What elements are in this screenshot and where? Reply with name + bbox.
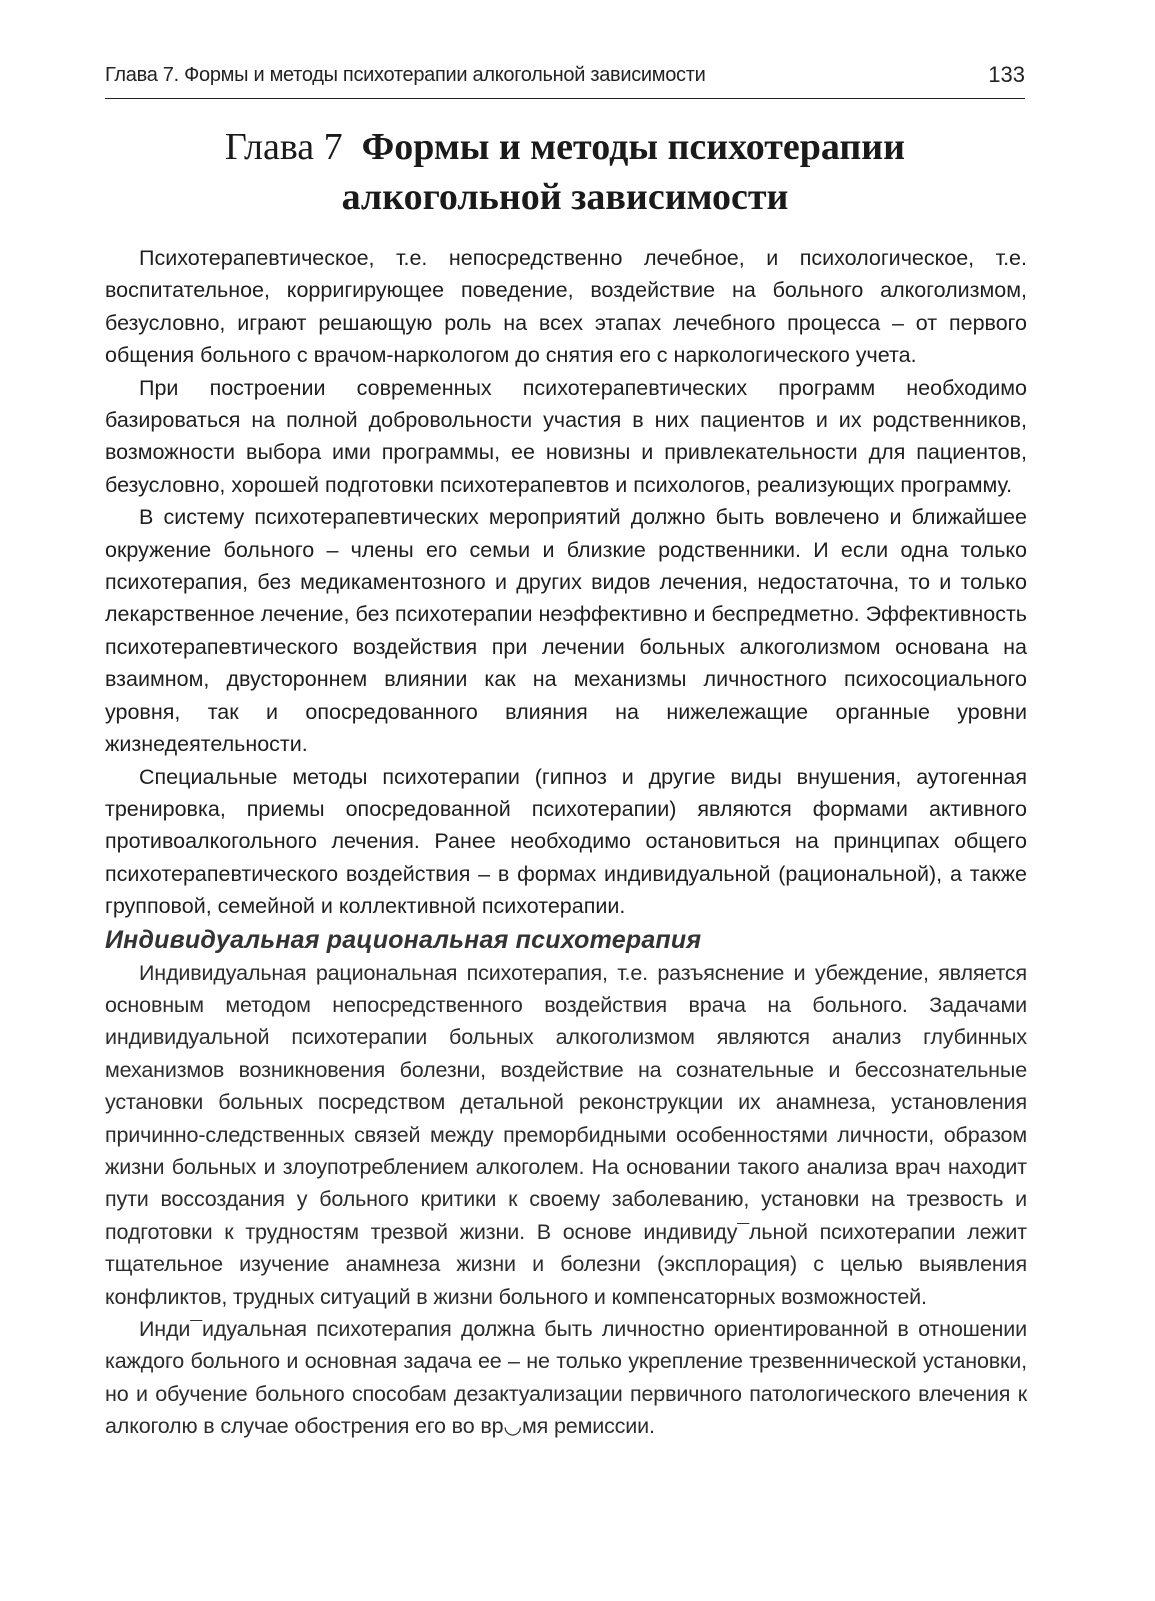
paragraph: Инди¯идуальная психотерапия должна быть личностно ориентированной в отношении каждого больного и основная задача ее – не только укрепление трезвеннической установки, но и обучение больного способам дезактуализации первичного патологического влечения к алкоголю в случае обострения его во вр◡мя ремиссии. <box>105 1317 1027 1439</box>
running-header <box>105 62 1025 99</box>
paragraph: Специальные методы психотерапии (гипноз и другие виды внушения, аутогенная тренировка, приемы опосредованной психотерапии) являются формами активного противоалкогольного лечения. Ранее необходимо остановиться на принципах общего психотерапевтического воздействия – в формах индивидуальной (рациональной), а также групповой, семейной и коллективной психотерапии. <box>105 764 1027 919</box>
chapter-title-line-1: Формы и методы психотерапии <box>361 126 906 168</box>
paragraph: Психотерапевтическое, т.е. непосредственно лечебное, и психологическое, т.е. воспитательное, корригирующее поведение, воздействие на больного алкоголизмом, безусловно, играют решающую роль на всех этапах лечебного процесса – от первого общения больного с врачом-наркологом до снятия его с наркологического учета. <box>105 246 1027 368</box>
chapter-label: Глава 7 <box>224 126 343 168</box>
paragraph: Индивидуальная рациональная психотерапия, т.е. разъяснение и убеждение, является основным методом непосредственного воздействия врача на больного. Задачами индивидуальной психотерапии больных алкоголизмом являются анализ глубинных механизмов возникновения болезни, воздействие на сознательные и бессознательные установки больных посредством детальной реконструкции их анамнеза, установления причинно-следственных связей между преморбидными особенностями личности, образом жизни больных и злоупотреблением алкоголем. На основании такого анализа врач находит пути воссоздания у больного критики к своему заболеванию, установки на трезвость и подготовки к трудностям трезвой жизни. В основе индивиду¯льной психотерапии лежит тщательное изучение анамнеза жизни и болезни (эксплорация) с целью выявления конфликтов, трудных ситуаций в жизни больного и компенсаторных возможностей. <box>105 960 1027 1309</box>
section-heading: Индивидуальная рациональная психотерапия <box>105 925 702 954</box>
chapter-title <box>105 122 1025 222</box>
paragraph: При построении современных психотерапевтических программ необходимо базироваться на полной добровольности участия в них пациентов и их родственников, возможности выбора ими программы, ее новизны и привлекательности для пациентов, безусловно, хорошей подготовки психотерапевтов и психологов, реализующих программу. <box>105 375 1027 497</box>
paragraph: В систему психотерапевтических мероприятий должно быть вовлечено и ближайшее окружение больного – члены его семьи и близкие родственники. И если одна только психотерапия, без медикаментозного и других видов лечения, недостаточна, то и только лекарственное лечение, без психотерапии неэффективно и беспредметно. Эффективность психотерапевтического воздействия при лечении больных алкоголизмом основана на взаимном, двустороннем влиянии как на механизмы личностного психосоциального уровня, так и опосредованного влияния на нижележащие органные уровни жизнедеятельности. <box>105 505 1027 757</box>
chapter-title-line-2: алкогольной зависимости <box>341 176 789 218</box>
page-number: 133 <box>988 62 1025 87</box>
chapter-body <box>105 242 1027 1443</box>
running-title: Глава 7. Формы и методы психотерапии алкогольной зависимости <box>105 64 706 86</box>
section-individual-therapy <box>105 923 1027 1443</box>
